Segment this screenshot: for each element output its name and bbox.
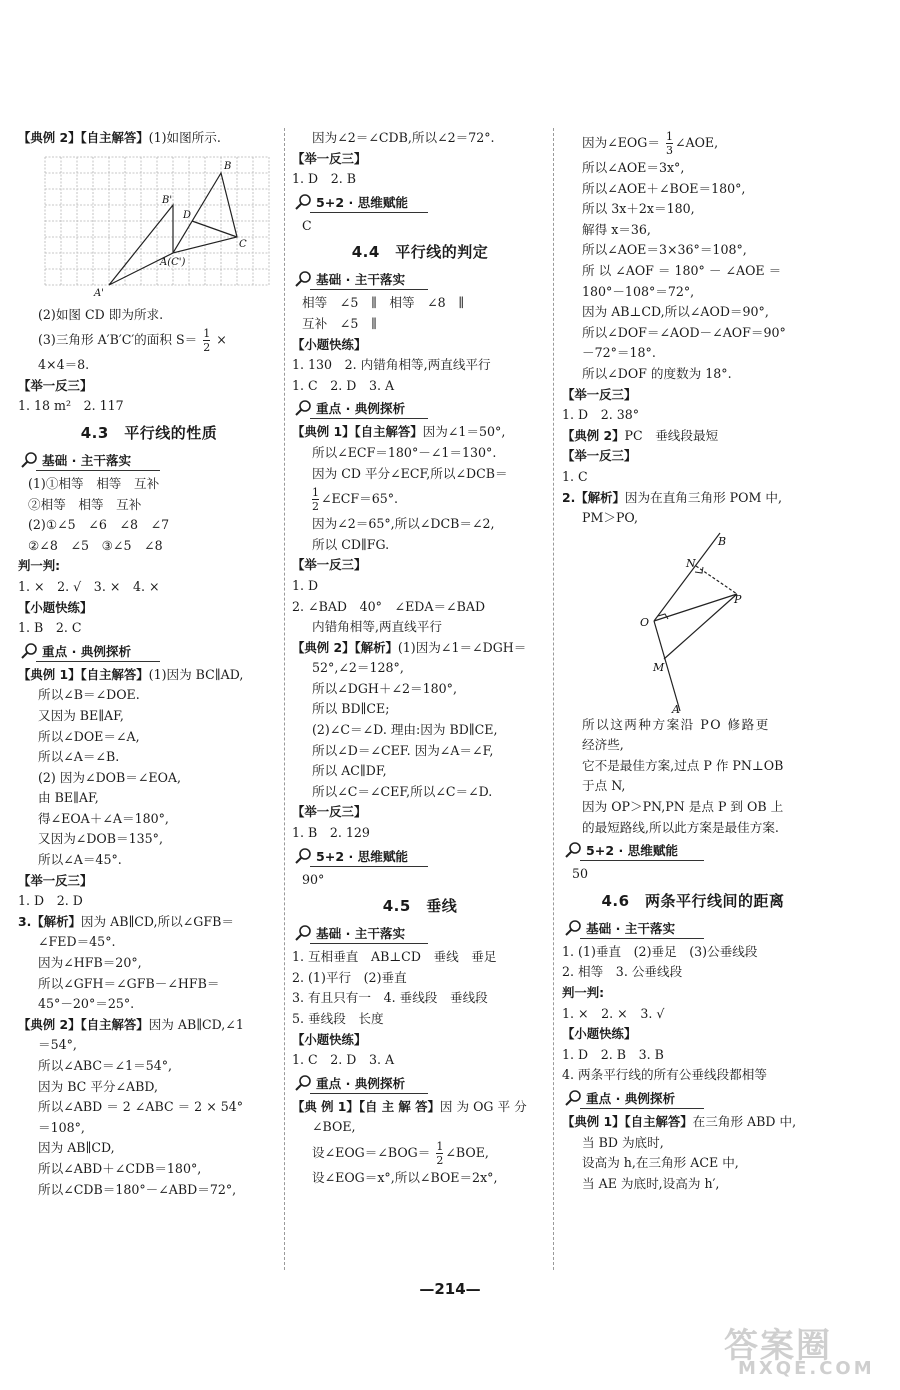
practice-answers: 1. D 2. B [292, 171, 356, 187]
fraction: $\frac{1}{2}$ [312, 486, 319, 514]
magnifier-icon [294, 847, 312, 865]
fraction: $\frac{1}{3}$ [665, 130, 673, 157]
subheading-basics: 基础 · 主干落实 [562, 917, 824, 941]
example-2-head: 【典例 2】【自主解答】 [18, 130, 149, 145]
label-b: B [224, 160, 232, 172]
true-false-heading: 判一判: [562, 985, 605, 1001]
basic-answer: (1)①相等 相等 互补 [28, 475, 160, 491]
label-d: D [183, 209, 192, 221]
label-a-prime: A' [94, 287, 104, 297]
example-1-head: 【典例 1】【自主解答】 [18, 666, 149, 682]
section-title-4-4: 4.4 平行线的判定 [351, 243, 489, 262]
basic-answer: ②相等 相等 互补 [28, 496, 142, 512]
watermark-logo: 答案圈 [724, 1326, 832, 1366]
watermark-url: MXQE.COM [738, 1358, 875, 1379]
practice-heading: 【举一反三】 [18, 872, 93, 888]
magnifier-icon [294, 193, 312, 211]
example-2b-head: 【典例 2】【自主解答】 [18, 1016, 149, 1032]
section-title-4-6: 4.6 两条平行线间的距离 [601, 891, 785, 910]
perpendicular-figure [562, 529, 824, 715]
page-number: —214— [419, 1280, 481, 1298]
practice-heading: 【举一反三】 [18, 377, 93, 393]
practice-heading: 【举一反三】 [292, 557, 367, 573]
grid-diagram [42, 155, 272, 297]
quick-practice-heading: 【小题快练】 [292, 336, 367, 352]
example-2-text: (1)如图所示. [148, 130, 221, 145]
magnifier-icon [294, 1074, 312, 1092]
magnifier-icon [20, 642, 38, 660]
fraction: $\frac{1}{2}$ [203, 327, 211, 355]
true-false-heading: 判一判: [18, 558, 61, 574]
magnifier-icon [564, 919, 582, 937]
section-title-4-5: 4.5 垂线 [382, 897, 458, 916]
true-false-answers: 1. × 2. √ 3. × 4. × [18, 578, 160, 594]
subheading-basics: 基础 · 主干落实 [292, 268, 548, 292]
subheading-key-examples: 重点 · 典例探析 [292, 1072, 548, 1096]
column-1: 【典例 2】【自主解答】(1)如图所示. B B' D C A(C') A' (2)如图 CD 即为所求. (3)三角形 A′B′C′的面积 S＝ $\frac{1}{2}$ × 4×4＝8. 【举一反三】 1. 18 m² 2. 117 4.3 平行线的性质 基础 · 主干落实 (1)①相等 相等 互补 ②相等 相等 互补 (2)①∠5 ∠6 ∠8 ∠7 ②∠8 ∠5 ③∠5 ∠8 判一判: 1. × 2. √ 3. × 4. × 【小题快练】 1. B 2. C 重点 · 典例探析 【典例 1】【自主解答】(1)因为 BC∥AD, 所以∠B＝∠DOE. 又因为 BE∥AF, 所以∠DOE＝∠A, 所以∠A＝∠B. (2) 因为∠DOB＝∠EOA, 由 BE∥AF, 得∠EOA＋∠A＝180°, 又因为∠DOB＝135°, 所以∠A＝45°. 【举一反三】 1. D 2. D 3.【解析】因为 AB∥CD,所以∠GFB＝ ∠FED＝45°. 因为∠HFB＝20°, 所以∠GFH＝∠GFB－∠HFB＝ 45°－20°＝25°. 【典例 2】【自主解答】因为 AB∥CD,∠1 ＝54°, 所以∠ABC＝∠1＝54°, 因为 BC 平分∠ABD, 所以∠ABD ＝ 2 ∠ABC ＝ 2 × 54° ＝108°, 因为 AB∥CD, 所以∠ABD＋∠CDB＝180°, 所以∠CDB＝180°－∠ABD＝72°, [18, 128, 280, 1200]
subheading-thinking: 5+2 · 思维赋能 [292, 191, 548, 215]
practice-heading: 【举一反三】 [292, 150, 367, 166]
magnifier-icon [20, 451, 38, 469]
fraction: $\frac{1}{2}$ [436, 1139, 444, 1167]
subheading-thinking: 5+2 · 思维赋能 [562, 839, 824, 863]
magnifier-icon [294, 270, 312, 288]
magnifier-icon [564, 841, 582, 859]
subheading-key-examples: 重点 · 典例探析 [292, 397, 548, 421]
basic-answer: ②∠8 ∠5 ③∠5 ∠8 [28, 537, 163, 553]
area-result: 4×4＝8. [38, 357, 90, 373]
magnifier-icon [564, 1089, 582, 1107]
section-title-4-3: 4.3 平行线的性质 [80, 423, 218, 442]
practice-answers: 1. 18 m² 2. 117 [18, 398, 124, 414]
label-b: B [718, 534, 727, 548]
column-divider [284, 128, 285, 1270]
subheading-key-examples: 重点 · 典例探析 [562, 1087, 824, 1111]
magnifier-icon [294, 399, 312, 417]
subheading-key-examples: 重点 · 典例探析 [18, 640, 280, 664]
quick-practice-heading: 【小题快练】 [562, 1026, 637, 1042]
practice-heading: 【举一反三】 [562, 448, 637, 464]
practice-answers: 1. D 2. D [18, 893, 83, 909]
fraction-line: $\frac{1}{2}$ ∠ECF＝65°. [312, 486, 399, 514]
fraction-line: 因为∠EOG＝ $\frac{1}{3}$ ∠AOE, [582, 130, 719, 157]
label-m: M [653, 660, 665, 674]
label-p: P [734, 592, 742, 606]
subheading-thinking: 5+2 · 思维赋能 [292, 845, 548, 869]
practice-heading: 【举一反三】 [292, 804, 367, 820]
line-cd: (2)如图 CD 即为所求. [38, 306, 164, 322]
magnifier-icon [294, 924, 312, 942]
area-line: (3)三角形 A′B′C′的面积 S＝ $\frac{1}{2}$ × [38, 327, 227, 355]
label-b-prime: B' [162, 194, 173, 206]
subheading-basics: 基础 · 主干落实 [18, 449, 280, 473]
quick-practice-answers: 1. B 2. C [18, 620, 82, 636]
quick-practice-heading: 【小题快练】 [18, 599, 93, 615]
label-o: O [640, 615, 650, 629]
column-divider [553, 128, 554, 1270]
route-diagram [562, 529, 824, 715]
grid-figure [42, 155, 280, 297]
column-2: 因为∠2＝∠CDB,所以∠2＝72°. 【举一反三】 1. D 2. B 5+2 · 思维赋能 C 4.4 平行线的判定 基础 · 主干落实 相等 ∠5 ∥ 相等 ∠8 ∥ 互补 ∠5 ∥ 【小题快练】 1. 130 2. 内错角相等,两直线平行 1. C 2. D 3. A 重点 · 典例探析 【典例 1】【自主解答】因为∠1＝50°, 所以∠ECF＝180°－∠1＝130°. 因为 CD 平分∠ECF,所以∠DCB＝ $\frac{1}{2}$ ∠ECF＝65°. 因为∠2＝65°,所以∠DCB＝∠2, 所以 CD∥FG. 【举一反三】 1. D 2. ∠BAD 40° ∠EDA＝∠BAD 内错角相等,两直线平行 【典例 2】【解析】(1)因为∠1＝∠DGH＝ 52°,∠2＝128°, 所以∠DGH＋∠2＝180°, 所以 BD∥CE; (2)∠C＝∠D. 理由:因为 BD∥CE, 所以∠D＝∠CEF. 因为∠A＝∠F, 所以 AC∥DF, 所以∠C＝∠CEF,所以∠C＝∠D. 【举一反三】 1. B 2. 129 5+2 · 思维赋能 90° 4.5 垂线 基础 · 主干落实 1. 互相垂直 AB⊥CD 垂线 垂足 2. (1)平行 (2)垂直 3. 有且只有一 4. 垂线段 垂线段 5. 垂线段 长度 【小题快练】 1. C 2. D 3. A 重点 · 典例探析 【典 例 1】【自 主 解 答】因 为 OG 平 分 ∠BOE, 设∠EOG＝∠BOG＝ $\frac{1}{2}$ ∠BOE, 设∠EOG＝x°,所以∠BOE＝2x°, [292, 128, 548, 1189]
practice-heading: 【举一反三】 [562, 386, 637, 402]
quick-practice-heading: 【小题快练】 [292, 1031, 367, 1047]
column-3: 因为∠EOG＝ $\frac{1}{3}$ ∠AOE, 所以∠AOE＝3x°, 所以∠AOE＋∠BOE＝180°, 所以 3x＋2x＝180, 解得 x＝36, 所以∠AOE＝3×36°＝108°, 所 以 ∠AOF ＝ 180° － ∠AOE ＝ 180°－108°＝72°, 因为 AB⊥CD,所以∠AOD＝90°, 所以∠DOF＝∠AOD－∠AOF＝90° －72°＝18°. 所以∠DOF 的度数为 18°. 【举一反三】 1. D 2. 38° 【典例 2】PC 垂线段最短 【举一反三】 1. C 2.【解析】因为在直角三角形 POM 中, PM＞PO, B N P O M A 所以这两种方案沿 PO 修路更 经济些, 它不是最佳方案,过点 P 作 PN⊥OB 于点 N, 因为 OP＞PN,PN 是点 P 到 OB 上 的最短路线,所以此方案是最佳方案. 5+2 · 思维赋能 50 4.6 两条平行线间的距离 基础 · 主干落实 1. (1)垂直 (2)垂足 (3)公垂线段 2. 相等 3. 公垂线段 判一判: 1. × 2. × 3. √ 【小题快练】 1. D 2. B 3. B 4. 两条平行线的所有公垂线段都相等 重点 · 典例探析 【典例 1】【自主解答】在三角形 ABD 中, 当 BD 为底时, 设高为 h,在三角形 ACE 中, 当 AE 为底时,设高为 h′, [562, 128, 824, 1194]
label-a: A [672, 702, 680, 715]
basic-answer: (2)①∠5 ∠6 ∠8 ∠7 [28, 517, 170, 533]
fraction-line: 设∠EOG＝∠BOG＝ $\frac{1}{2}$ ∠BOE, [312, 1139, 489, 1167]
label-n: N [686, 556, 696, 570]
subheading-basics: 基础 · 主干落实 [292, 922, 548, 946]
label-c: C [239, 238, 247, 250]
label-a-c-prime: A(C') [160, 256, 186, 268]
